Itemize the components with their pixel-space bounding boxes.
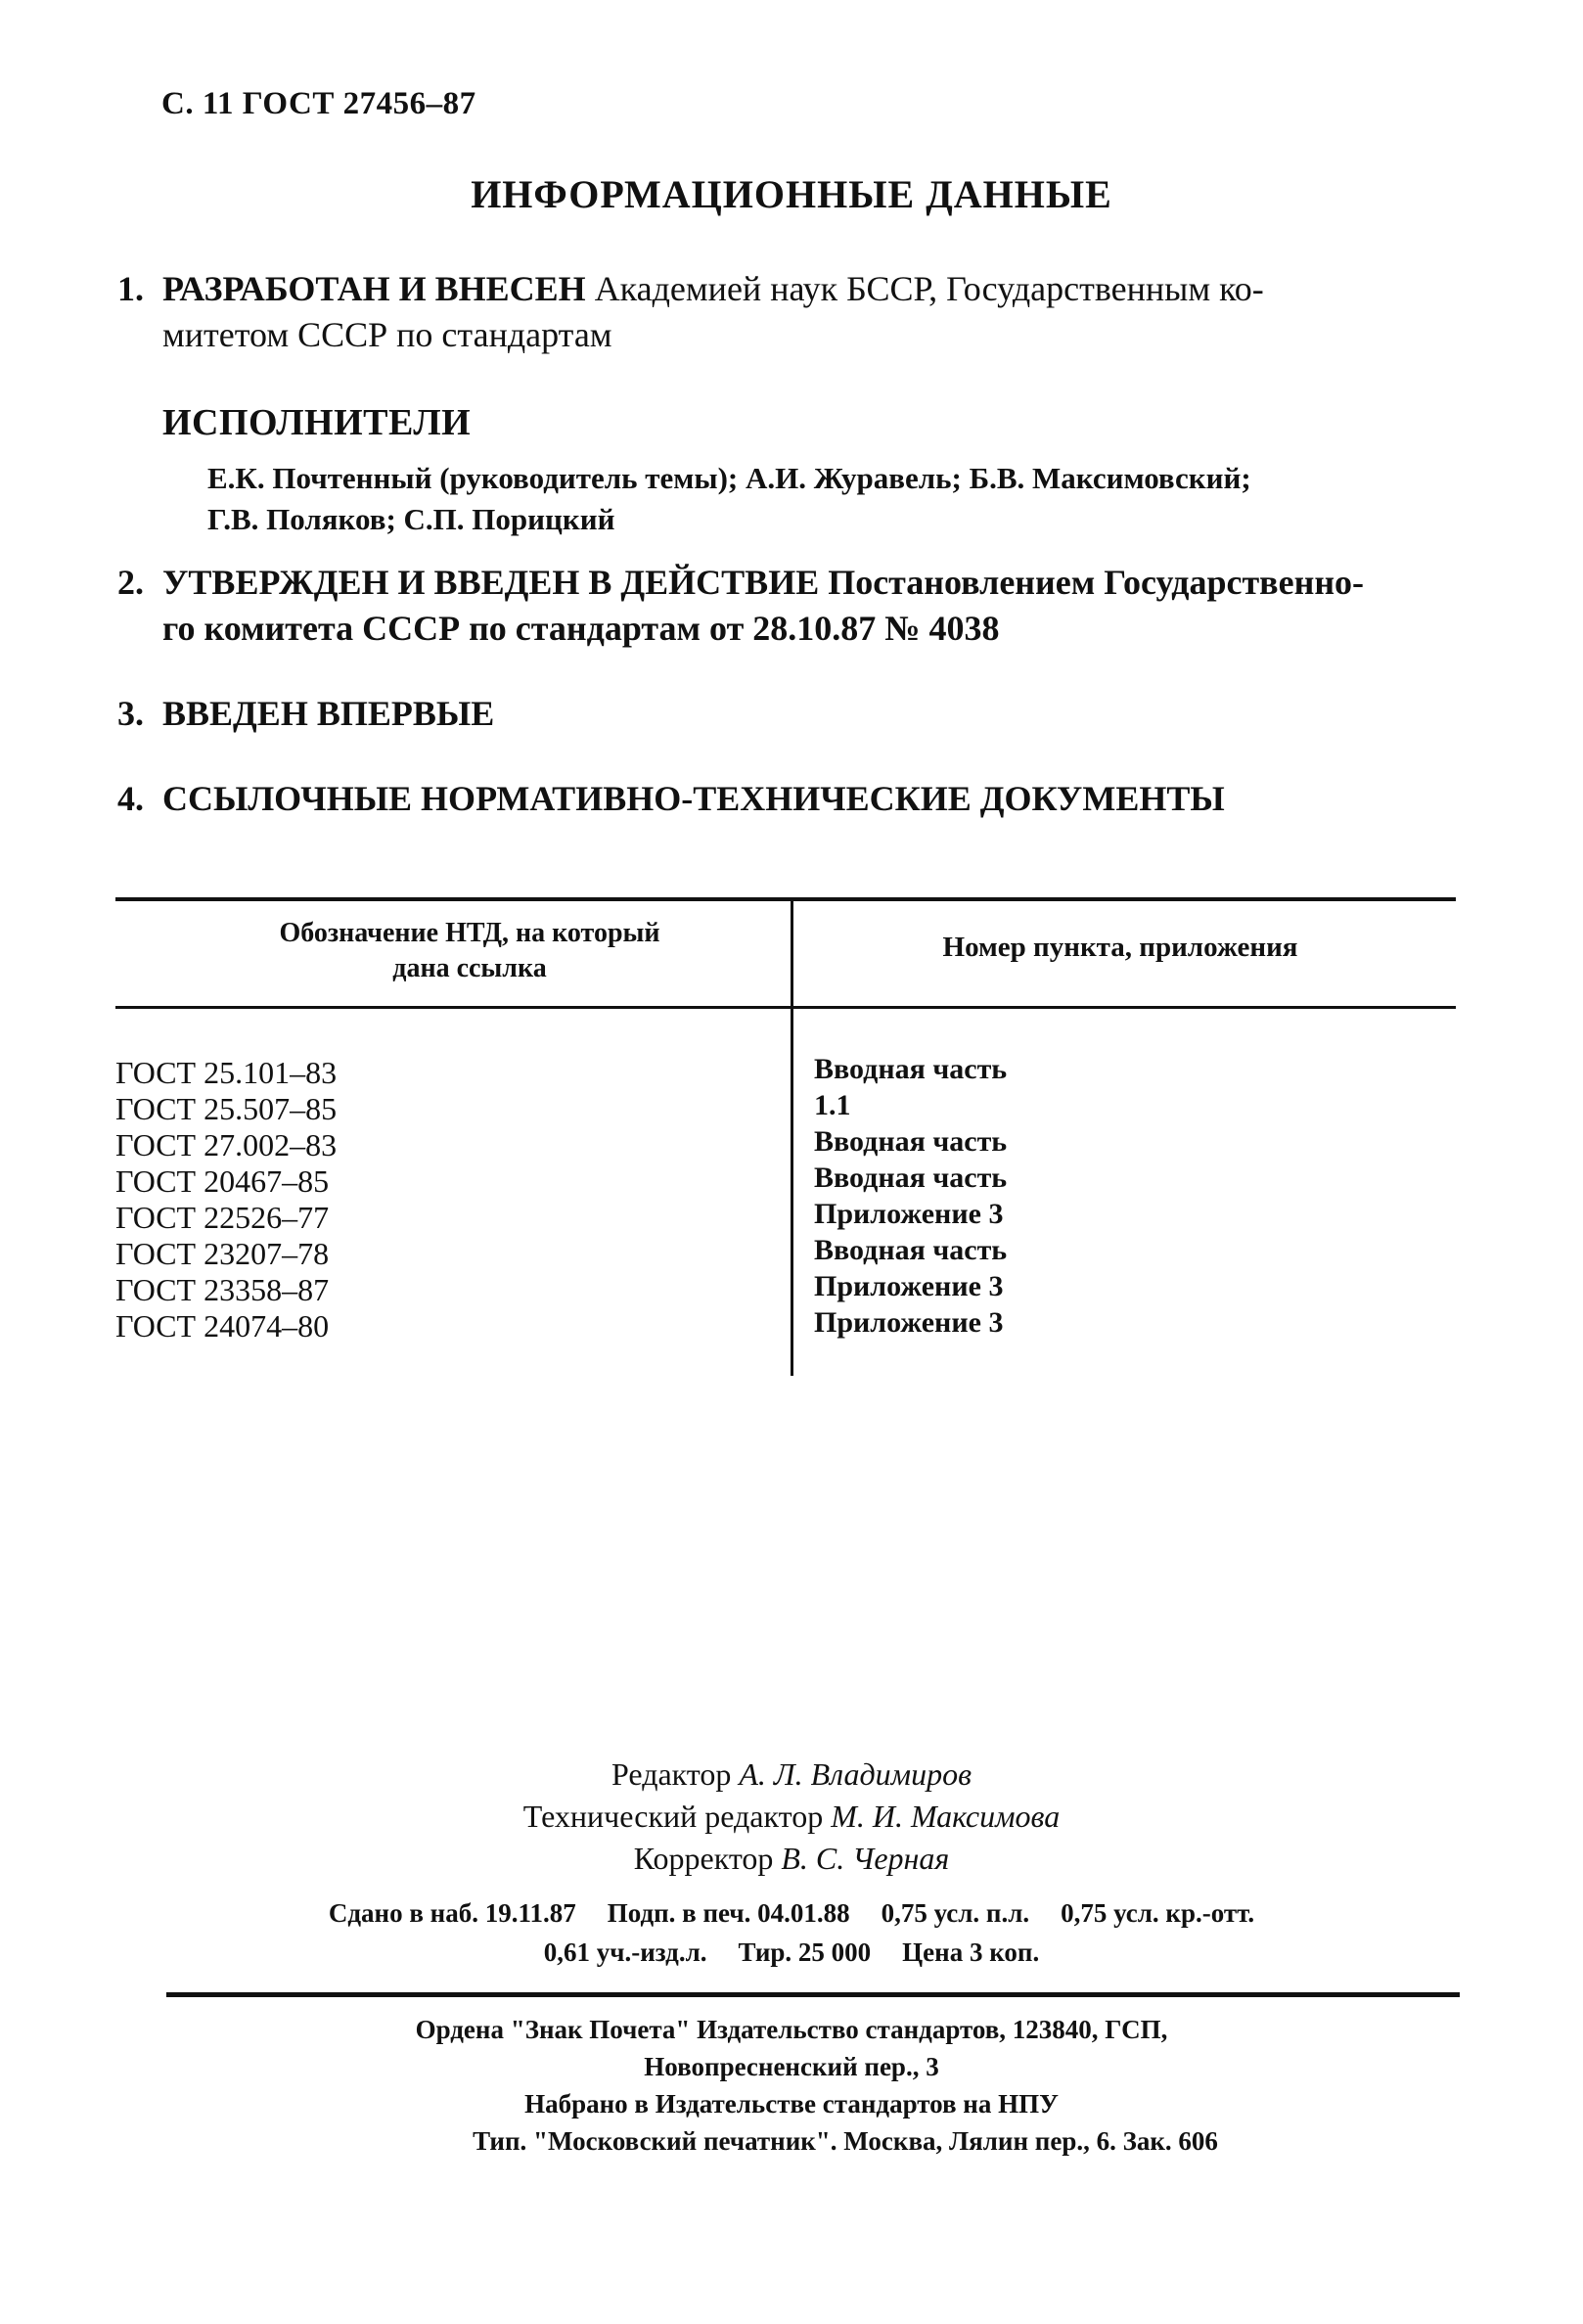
table-header-rule <box>115 1006 1456 1009</box>
section-number: 4. <box>117 779 144 818</box>
color-proofs: 0,75 усл. кр.-отт. <box>1061 1898 1255 1928</box>
submitted-date: Сдано в наб. 19.11.87 <box>328 1898 576 1928</box>
table-top-rule <box>115 897 1456 901</box>
tech-editor-name: М. И. Максимова <box>831 1799 1061 1834</box>
corrector-name: В. С. Черная <box>781 1841 950 1876</box>
document-title: ИНФОРМАЦИОННЫЕ ДАННЫЕ <box>471 172 1112 216</box>
table-cell-document: ГОСТ 24074–80 <box>115 1308 330 1344</box>
section-text: Академией наук БССР, Государственным ко- <box>594 269 1264 308</box>
table-cell-clause: Вводная часть <box>814 1162 1008 1194</box>
editor-role: Редактор <box>611 1756 732 1792</box>
corrector-line <box>0 1838 1583 1880</box>
imprint-block <box>0 2011 1583 2160</box>
table-column-documents <box>115 1055 337 1344</box>
circulation: Тир. 25 000 <box>738 1937 872 1967</box>
table-cell-clause: Вводная часть <box>814 1234 1008 1266</box>
section-approved <box>117 560 1448 652</box>
section-heading: ВВЕДЕН ВПЕРВЫЕ <box>162 694 495 733</box>
table-cell-clause: Приложение 3 <box>814 1306 1004 1339</box>
credits-block <box>0 1754 1583 1880</box>
table-cell-document: ГОСТ 23358–87 <box>115 1272 330 1307</box>
table-cell-document: ГОСТ 23207–78 <box>115 1236 330 1271</box>
table-cell-document: ГОСТ 27.002–83 <box>115 1127 338 1162</box>
table-cell-clause: Приложение 3 <box>814 1198 1004 1230</box>
section-heading: УТВЕРЖДЕН И ВВЕДЕН В ДЕЙСТВИЕ <box>162 563 820 602</box>
publisher-sheets: 0,61 уч.-изд.л. <box>543 1937 707 1967</box>
imprint-line: Набрано в Издательстве стандартов на НПУ <box>524 2089 1059 2119</box>
imprint-rule <box>166 1992 1460 1997</box>
executors-list <box>207 458 1434 540</box>
table-cell-clause: Вводная часть <box>814 1053 1008 1085</box>
corrector-role: Корректор <box>633 1841 774 1876</box>
executors-line: Е.К. Почтенный (руководитель темы); А.И. Журавель; Б.В. Максимовский; <box>207 461 1251 495</box>
table-cell-document: ГОСТ 25.101–83 <box>115 1055 338 1090</box>
editor-line <box>0 1754 1583 1796</box>
table-cell-document: ГОСТ 20467–85 <box>115 1163 330 1199</box>
section-developed-by <box>117 266 1448 358</box>
publishing-line <box>0 1893 1583 1933</box>
section-heading: ССЫЛОЧНЫЕ НОРМАТИВНО-ТЕХНИЧЕСКИЕ ДОКУМЕНТЫ <box>162 779 1225 818</box>
imprint-line: Ордена "Знак Почета" Издательство стандартов, 123840, ГСП, <box>415 2015 1168 2044</box>
table-cell-document: ГОСТ 22526–77 <box>115 1200 330 1235</box>
section-text: Постановлением Государственно- <box>828 563 1365 602</box>
editor-name: А. Л. Владимиров <box>739 1756 972 1792</box>
section-number: 2. <box>117 563 144 602</box>
section-number: 1. <box>117 269 144 308</box>
executors-heading: ИСПОЛНИТЕЛИ <box>162 402 472 443</box>
table-header-clause: Номер пункта, приложения <box>942 932 1298 963</box>
header-line: дана ссылка <box>392 953 547 983</box>
price: Цена 3 коп. <box>902 1937 1040 1967</box>
table-cell-document: ГОСТ 25.507–85 <box>115 1091 338 1126</box>
tech-editor-line <box>0 1796 1583 1838</box>
table-cell-clause: 1.1 <box>814 1089 851 1121</box>
section-text-continuation: го комитета СССР по стандартам от 28.10.87 № 4038 <box>162 609 1000 648</box>
section-text-continuation: митетом СССР по стандартам <box>162 315 612 354</box>
publishing-details <box>0 1893 1583 1972</box>
print-sheets: 0,75 усл. п.л. <box>881 1898 1030 1928</box>
table-column-clauses <box>814 1051 1007 1341</box>
section-number: 3. <box>117 694 144 733</box>
page-header: С. 11 ГОСТ 27456–87 <box>161 86 476 121</box>
signed-date: Подп. в печ. 04.01.88 <box>607 1898 850 1928</box>
table-cell-clause: Приложение 3 <box>814 1270 1004 1302</box>
tech-editor-role: Технический редактор <box>522 1799 824 1834</box>
section-heading: РАЗРАБОТАН И ВНЕСЕН <box>162 269 586 308</box>
table-column-divider <box>791 898 793 1376</box>
section-reference-documents <box>117 776 1448 822</box>
table-cell-clause: Вводная часть <box>814 1125 1008 1158</box>
imprint-line: Тип. "Московский печатник". Москва, Лялин пер., 6. Зак. 606 <box>473 2126 1218 2156</box>
imprint-line: Новопресненский пер., 3 <box>644 2052 939 2081</box>
section-first-introduced <box>117 691 1448 737</box>
publishing-line <box>0 1933 1583 1972</box>
executors-block <box>162 401 1434 540</box>
executors-line: Г.В. Поляков; С.П. Порицкий <box>207 502 615 536</box>
header-line: Обозначение НТД, на который <box>279 918 660 948</box>
table-header-document <box>196 916 744 986</box>
